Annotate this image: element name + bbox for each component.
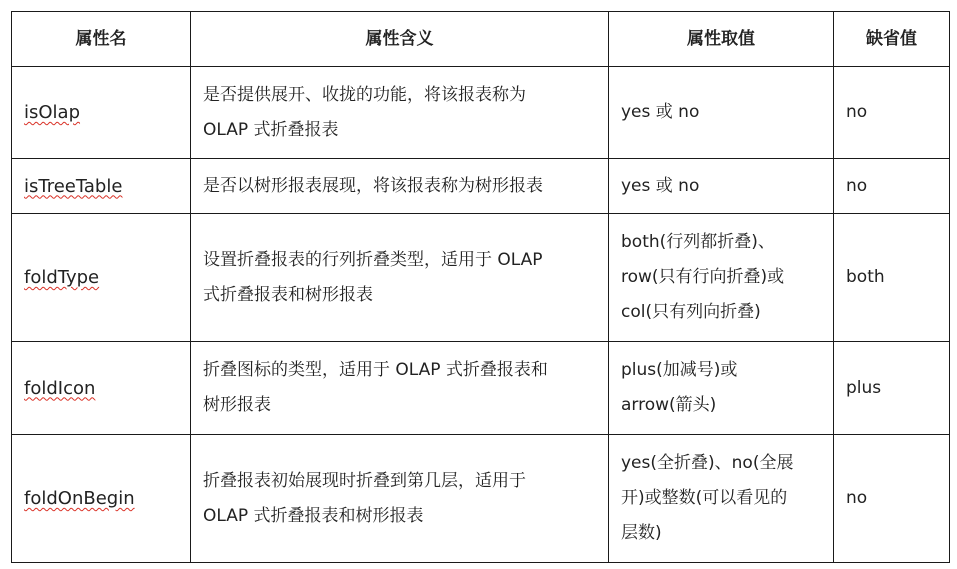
attribute-name-cell: [12, 342, 191, 435]
values-line: plus(加减号)或: [621, 360, 738, 380]
table-header-row: [12, 12, 950, 67]
meaning-line: 折叠报表初始展现时折叠到第几层，适用于: [203, 470, 526, 491]
values-line: yes 或 no: [621, 175, 700, 196]
header-attribute-values: 属性取值: [609, 12, 834, 67]
attribute-values-cell: [609, 159, 834, 214]
meaning-line: OLAP 式折叠报表和树形报表: [203, 505, 424, 526]
attribute-values-cell: [609, 435, 834, 563]
table-row: [12, 67, 950, 159]
header-attribute-name: 属性名: [12, 12, 191, 67]
values-line: arrow(箭头): [621, 395, 717, 415]
attribute-name: isTreeTable: [24, 175, 123, 197]
default-value-cell: no: [834, 159, 950, 214]
attribute-name-cell: [12, 67, 191, 159]
attribute-meaning-cell: [191, 159, 609, 214]
values-line: 开)或整数(可以看见的: [621, 488, 788, 508]
attribute-name-cell: [12, 159, 191, 214]
default-value-cell: both: [834, 214, 950, 342]
attribute-values-cell: [609, 214, 834, 342]
attribute-meaning-cell: [191, 67, 609, 159]
attribute-name: foldType: [24, 267, 100, 288]
header-default-value: 缺省值: [834, 12, 950, 67]
meaning-line: 式折叠报表和树形报表: [203, 284, 373, 305]
attribute-values-cell: [609, 342, 834, 435]
values-line: yes(全折叠)、no(全展: [621, 453, 794, 473]
meaning-line: 树形报表: [203, 395, 271, 415]
attribute-name: foldIcon: [24, 377, 96, 399]
default-value-cell: plus: [834, 342, 950, 435]
table-row: [12, 435, 950, 563]
attribute-table: [11, 11, 950, 563]
meaning-line: OLAP 式折叠报表: [203, 119, 339, 140]
table-row: [12, 342, 950, 435]
table-row: [12, 159, 950, 214]
values-line: yes 或 no: [621, 102, 700, 122]
values-line: 层数): [621, 523, 662, 543]
default-value-cell: no: [834, 435, 950, 563]
values-line: col(只有列向折叠): [621, 302, 761, 322]
attribute-name-cell: [12, 435, 191, 563]
default-value-cell: no: [834, 67, 950, 159]
values-line: both(行列都折叠)、: [621, 232, 775, 252]
attribute-name-cell: [12, 214, 191, 342]
attribute-meaning-cell: [191, 435, 609, 563]
meaning-line: 设置折叠报表的行列折叠类型，适用于 OLAP: [203, 249, 543, 270]
meaning-line: 是否以树形报表展现，将该报表称为树形报表: [203, 175, 543, 196]
header-attribute-meaning: 属性含义: [191, 12, 609, 67]
attribute-meaning-cell: [191, 342, 609, 435]
meaning-line: 是否提供展开、收拢的功能，将该报表称为: [203, 84, 526, 105]
meaning-line: 折叠图标的类型，适用于 OLAP 式折叠报表和: [203, 360, 548, 380]
attribute-values-cell: [609, 67, 834, 159]
attribute-name: isOlap: [24, 102, 81, 123]
values-line: row(只有行向折叠)或: [621, 267, 785, 287]
table-row: [12, 214, 950, 342]
attribute-meaning-cell: [191, 214, 609, 342]
attribute-name: foldOnBegin: [24, 488, 135, 509]
